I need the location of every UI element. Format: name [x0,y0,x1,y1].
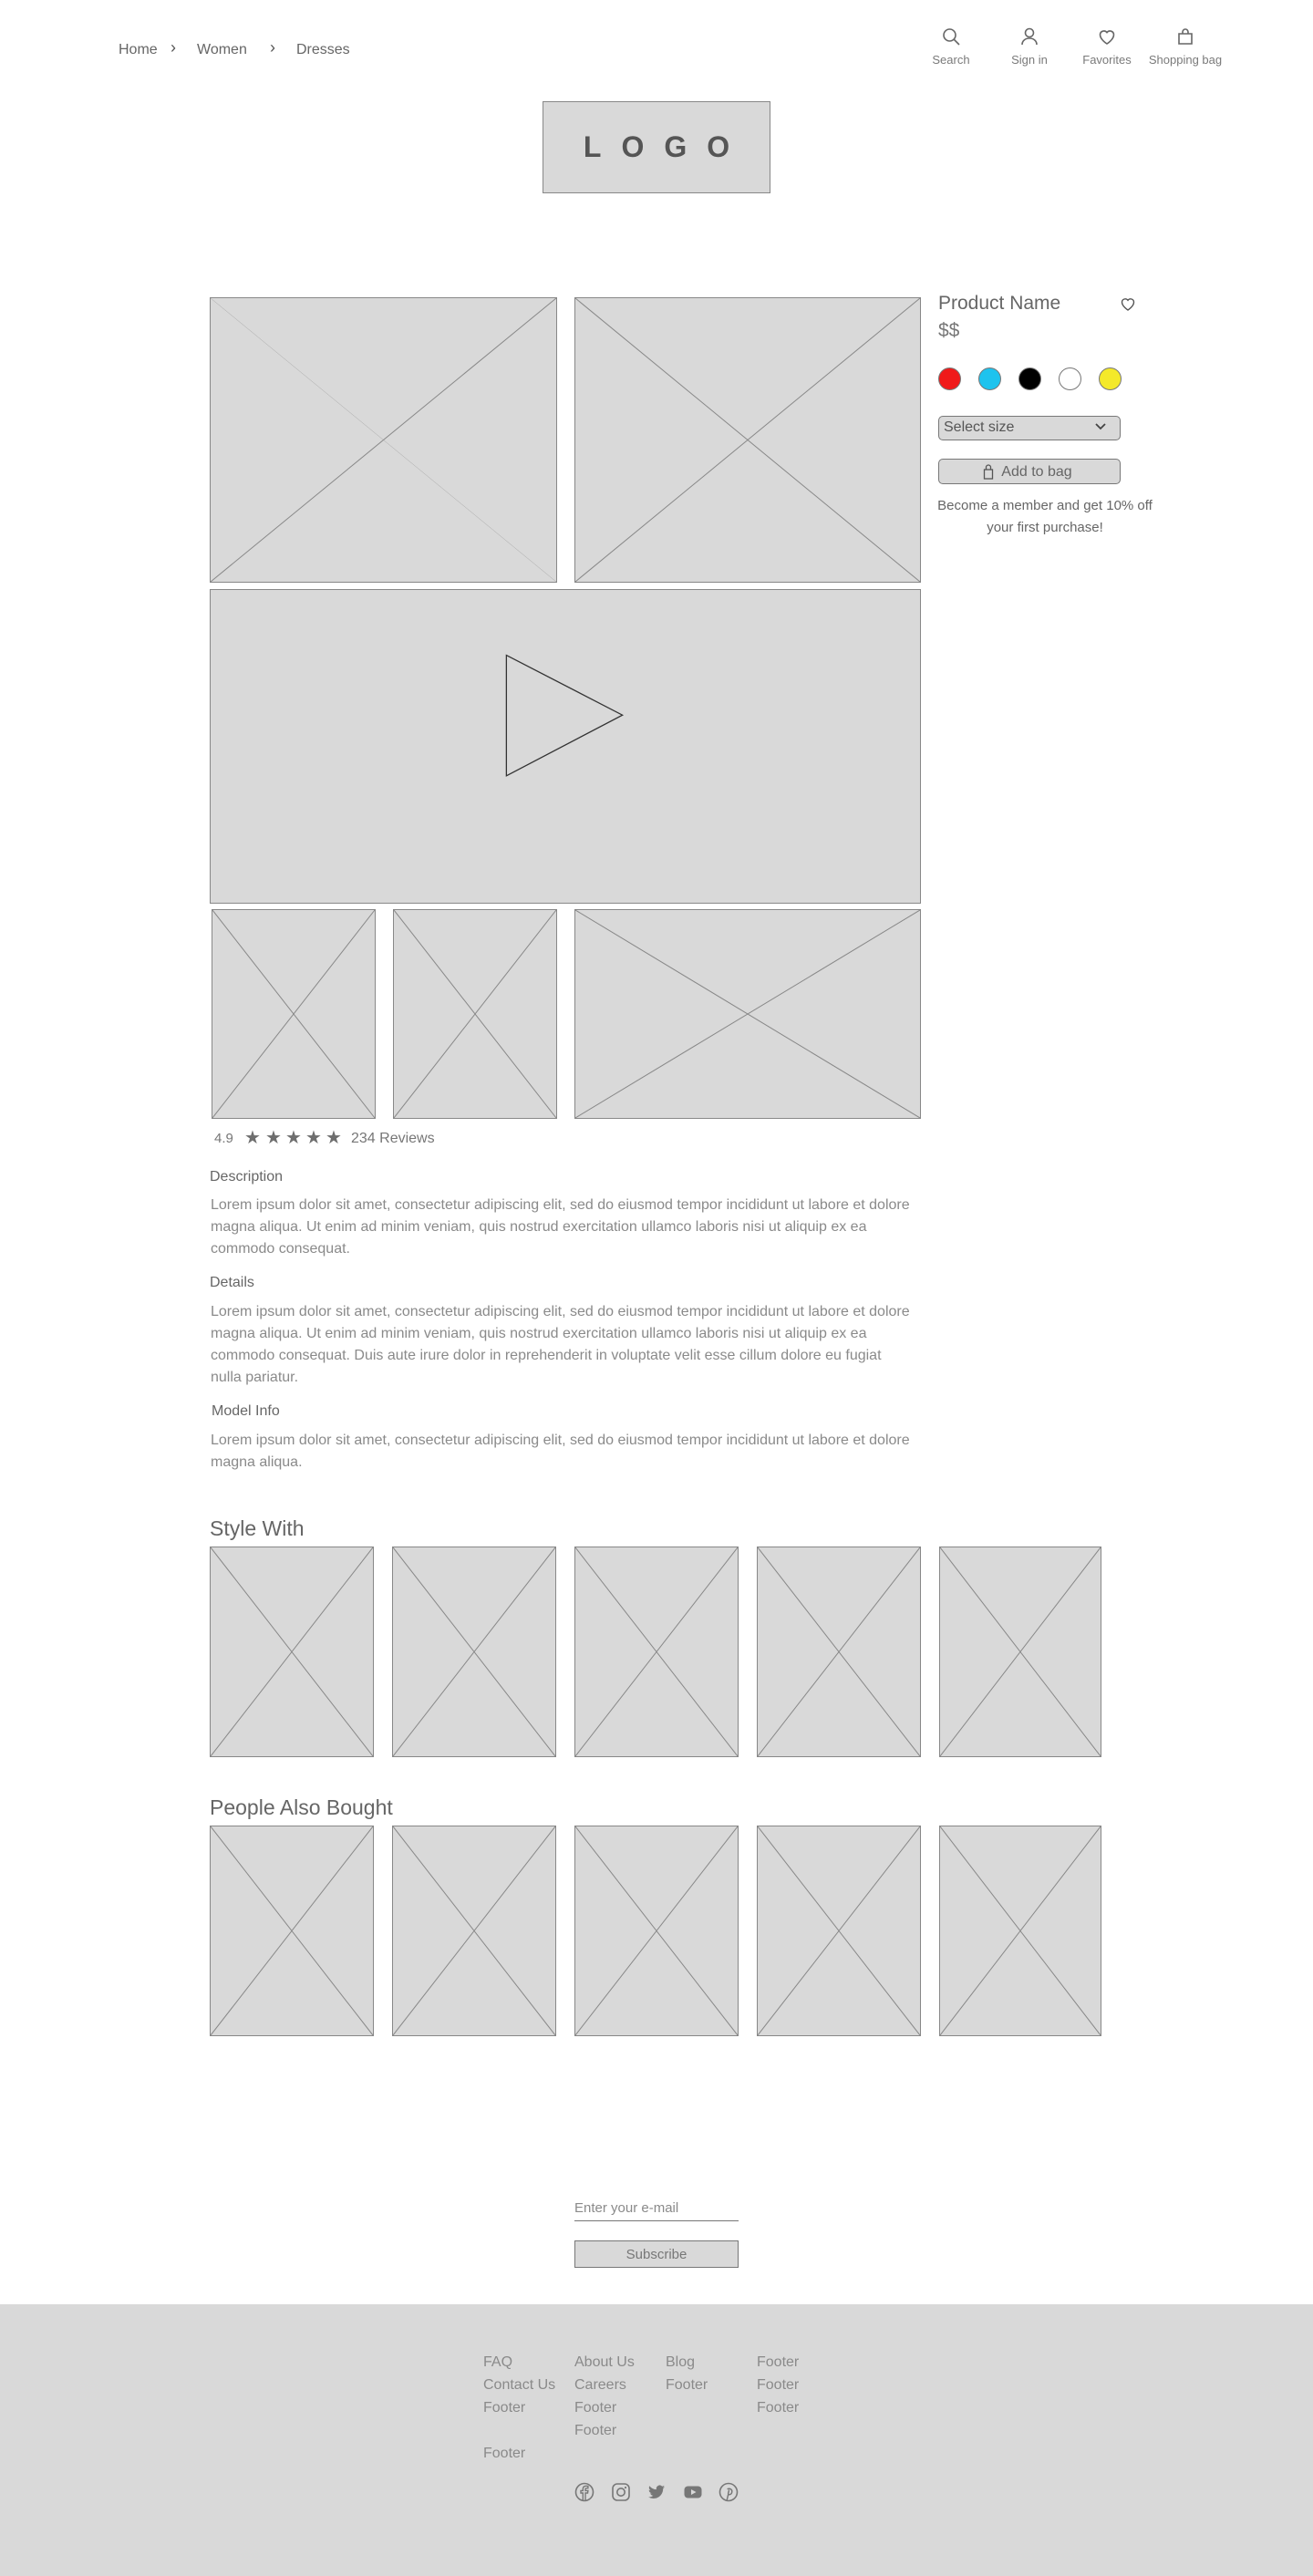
model-info-text: Lorem ipsum dolor sit amet, consectetur adipiscing elit, sed do eiusmod tempor incididunt ut labore et dolore magna aliqua. [211,1433,910,1470]
image-placeholder-icon [758,1547,920,1756]
details-text: Lorem ipsum dolor sit amet, consectetur adipiscing elit, sed do eiusmod tempor incididunt ut labore et dolore magna aliqua. Ut enim ad minim veniam, quis nostrud exercitation ullamco laboris nisi ut aliquip ex ea commodo consequat. Duis aute irure dolor in reprehenderit in voluptate velit esse cillum dolore eu fugiat nulla pariatur. [211,1304,910,1385]
people-also-bought-heading: People Also Bought [210,1795,393,1819]
chevron-down-icon [1094,420,1107,433]
footer-link[interactable]: Footer [483,2446,526,2461]
favorite-heart-icon[interactable] [1120,295,1136,313]
youtube-icon[interactable] [683,2482,703,2502]
star-icon: ★ [285,1128,302,1148]
add-to-bag-label: Add to bag [1001,464,1072,480]
bag-icon [1174,26,1196,47]
image-placeholder-icon [211,1826,373,2035]
product-price: $$ [938,320,960,341]
product-card[interactable] [757,1826,921,2036]
image-placeholder-icon [211,298,556,582]
product-card[interactable] [210,1826,374,2036]
product-name: Product Name [938,293,1061,314]
sign-in-label: Sign in [1011,53,1048,67]
product-card[interactable] [392,1547,556,1757]
search-icon [940,26,962,47]
footer-link[interactable]: Footer [757,2400,800,2416]
breadcrumb-women[interactable]: Women [197,42,247,57]
favorites-label: Favorites [1082,53,1132,67]
image-placeholder-icon [212,910,375,1118]
breadcrumb-dresses[interactable]: Dresses [296,42,350,57]
add-to-bag-button[interactable] [938,459,1121,484]
breadcrumb-home[interactable]: Home [119,42,158,57]
product-image[interactable] [212,909,376,1119]
breadcrumb-separator: › [171,38,176,57]
product-card[interactable] [574,1547,739,1757]
size-select-value: Select size [944,419,1015,435]
image-placeholder-icon [940,1826,1101,2035]
site-logo[interactable] [543,101,770,193]
image-placeholder-icon [575,1826,738,2035]
image-placeholder-icon [393,1547,555,1756]
footer-link[interactable]: Footer [483,2400,526,2416]
color-swatch-yellow[interactable] [1099,367,1122,390]
footer-link[interactable]: Footer [757,2377,800,2393]
user-icon [1018,26,1040,47]
bag-icon [983,463,994,480]
image-placeholder-icon [575,1547,738,1756]
color-swatch-red[interactable] [938,367,961,390]
facebook-icon[interactable] [574,2482,594,2502]
logo-text: LOGO [583,130,750,163]
footer-link[interactable]: Contact Us [483,2377,556,2393]
product-card[interactable] [392,1826,556,2036]
sign-in-button[interactable] [988,26,1070,67]
shopping-bag-button[interactable] [1144,26,1226,67]
footer-link[interactable]: Footer [666,2377,708,2393]
favorites-button[interactable] [1066,26,1148,67]
product-image[interactable] [574,297,921,583]
product-image[interactable] [574,909,921,1119]
pinterest-icon[interactable] [719,2482,739,2502]
heart-icon [1096,26,1118,47]
shopping-bag-label: Shopping bag [1148,53,1223,67]
image-placeholder-icon [758,1826,920,2035]
star-icon: ★ [305,1128,322,1148]
footer-link[interactable]: Blog [666,2354,696,2370]
color-swatch-black[interactable] [1018,367,1041,390]
image-placeholder-icon [394,910,556,1118]
image-placeholder-icon [393,1826,555,2035]
color-swatch-white[interactable] [1059,367,1081,390]
search-button[interactable] [910,26,992,67]
email-input[interactable] [574,2196,739,2221]
style-with-heading: Style With [210,1516,305,1540]
image-placeholder-icon [940,1547,1101,1756]
breadcrumb-separator: › [270,38,275,57]
product-video[interactable] [210,589,921,904]
footer-link[interactable]: About Us [574,2354,635,2370]
description-text: Lorem ipsum dolor sit amet, consectetur adipiscing elit, sed do eiusmod tempor incididunt ut labore et dolore magna aliqua. Ut enim ad minim veniam, quis nostrud exercitation ullamco laboris nisi ut aliquip ex ea commodo consequat. [211,1197,910,1257]
instagram-icon[interactable] [611,2482,631,2502]
footer-link[interactable]: FAQ [483,2354,513,2370]
footer-link[interactable]: Footer [574,2400,617,2416]
details-heading: Details [210,1275,254,1290]
model-info-heading: Model Info [212,1403,280,1419]
reviews-link[interactable]: 234 Reviews [351,1131,435,1146]
image-placeholder-icon [575,910,920,1118]
star-icon: ★ [265,1128,282,1148]
star-icon: ★ [244,1128,261,1148]
description-heading: Description [210,1169,284,1185]
product-card[interactable] [574,1826,739,2036]
color-swatch-cyan[interactable] [978,367,1001,390]
image-placeholder-icon [575,298,920,582]
star-icon: ★ [326,1128,342,1148]
product-card[interactable] [210,1547,374,1757]
rating-score: 4.9 [214,1131,233,1146]
subscribe-button[interactable]: Subscribe [574,2240,739,2268]
member-promo: Become a member and get 10% off your first purchase! [937,498,1153,535]
search-label: Search [932,53,970,67]
product-card[interactable] [939,1547,1101,1757]
product-card[interactable] [939,1826,1101,2036]
twitter-icon[interactable] [646,2482,667,2502]
product-card[interactable] [757,1547,921,1757]
play-icon [211,590,920,903]
product-image[interactable] [210,297,557,583]
footer-link[interactable]: Careers [574,2377,626,2393]
product-image[interactable] [393,909,557,1119]
footer-link[interactable]: Footer [574,2423,617,2438]
size-select[interactable] [938,416,1121,440]
site-footer [0,2304,1313,2576]
image-placeholder-icon [211,1547,373,1756]
footer-link[interactable]: Footer [757,2354,800,2370]
